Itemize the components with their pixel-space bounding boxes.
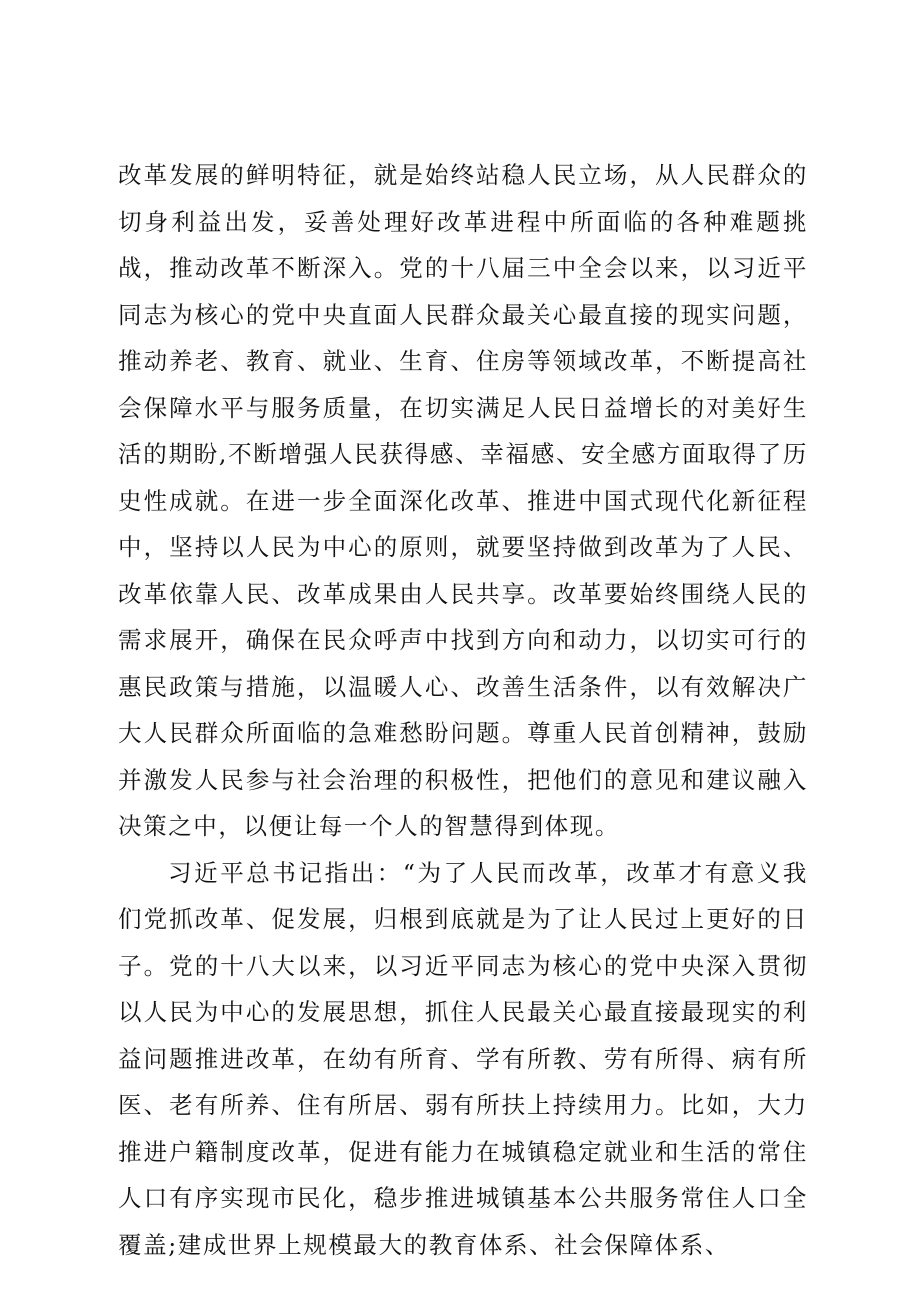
paragraph-xi-quote: 习近平总书记指出：“为了人民而改革，改革才有意义我们党抓改革、促发展，归根到底就是为了让人民过上更好的日子。党的十八大以来，以习近平同志为核心的党中央深入贯彻以人民为中心的发展思想，抓住人民最关心最直接最现实的利益问题推进改革，在幼有所育、学有所教、劳有所得、病有所医、老有所养、住有所居、弱有所扶上持续用力。比如，大力推进户籍制度改革，促进有能力在城镇稳定就业和生活的常住人口有序实现市民化，稳步推进城镇基本公共服务常住人口全覆盖;建成世界上规模最大的教育体系、社会保障体系、 (118, 858, 808, 1259)
paragraph-reform-people-centered: 改革发展的鲜明特征，就是始终站稳人民立场，从人民群众的切身利益出发，妥善处理好改革进程中所面临的各种难题挑战，推动改革不断深入。党的十八届三中全会以来，以习近平同志为核心的党中央直面人民群众最关心最直接的现实问题，推动养老、教育、就业、生育、住房等领域改革，不断提高社会保障水平与服务质量，在切实满足人民日益增长的对美好生活的期盼,不断增强人民获得感、幸福感、安全感方面取得了历史性成就。在进一步全面深化改革、推进中国式现代化新征程中，坚持以人民为中心的原则，就要坚持做到改革为了人民、改革依靠人民、改革成果由人民共享。改革要始终围绕人民的需求展开，确保在民众呼声中找到方向和动力，以切实可行的惠民政策与措施，以温暖人心、改善生活条件，以有效解决广大人民群众所面临的急难愁盼问题。尊重人民首创精神，鼓励并激发人民参与社会治理的积极性，把他们的意见和建议融入决策之中，以便让每一个人的智慧得到体现。 (118, 161, 808, 840)
document-body (118, 152, 808, 1268)
